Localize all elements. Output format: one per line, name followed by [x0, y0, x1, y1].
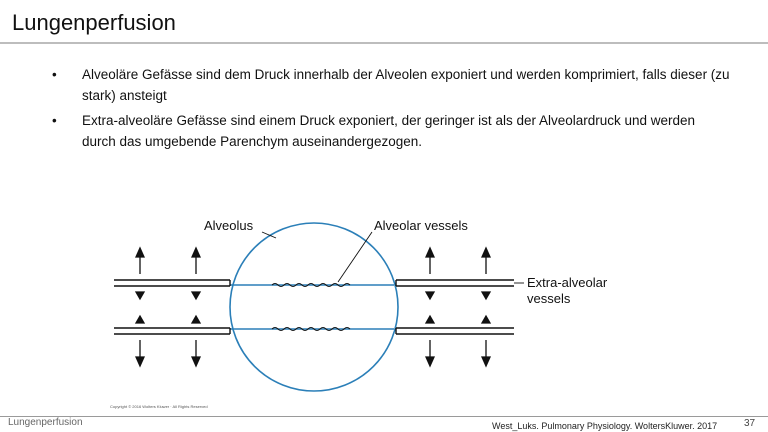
extra-alveolar-label-line2: vessels	[527, 291, 571, 306]
alveolar-vessels-leader	[338, 232, 372, 282]
footer-divider	[0, 416, 768, 417]
page-number: 37	[744, 418, 756, 429]
alveolar-vessels-label: Alveolar vessels	[374, 218, 468, 233]
bullet-text: Alveoläre Gefässe sind dem Druck innerhalb der Alveolen exponiert und werden komprimiert, falls dieser (zu stark) ansteigt	[82, 67, 730, 103]
title-divider	[0, 42, 768, 44]
right-extra-alveolar-vessel	[396, 280, 514, 334]
alveolus-label: Alveolus	[204, 218, 254, 233]
footer-source: West_Luks. Pulmonary Physiology. WoltersKluwer. 2017	[492, 421, 718, 431]
alveolus-diagram	[100, 212, 640, 412]
traction-arrows	[136, 248, 490, 366]
alveolus-circle	[230, 223, 398, 391]
bullet-item	[52, 64, 732, 106]
bullet-marker: •	[52, 113, 57, 128]
footer-section-label: Lungenperfusion	[8, 417, 83, 428]
figure-copyright: Copyright © 2016 Wolters Kluwer · All Rights Reserved	[110, 404, 208, 409]
bullet-marker: •	[52, 67, 57, 82]
bullet-list	[52, 64, 732, 156]
left-extra-alveolar-vessel	[114, 280, 230, 334]
bullet-text: Extra-alveoläre Gefässe sind einem Druck exponiert, der geringer ist als der Alveolardruck und werden durch das umgebende Parenchym auseinandergezogen.	[82, 113, 696, 149]
bullet-item	[52, 110, 732, 152]
extra-alveolar-label-line1: Extra-alveolar	[527, 275, 608, 290]
slide-title: Lungenperfusion	[12, 10, 176, 35]
